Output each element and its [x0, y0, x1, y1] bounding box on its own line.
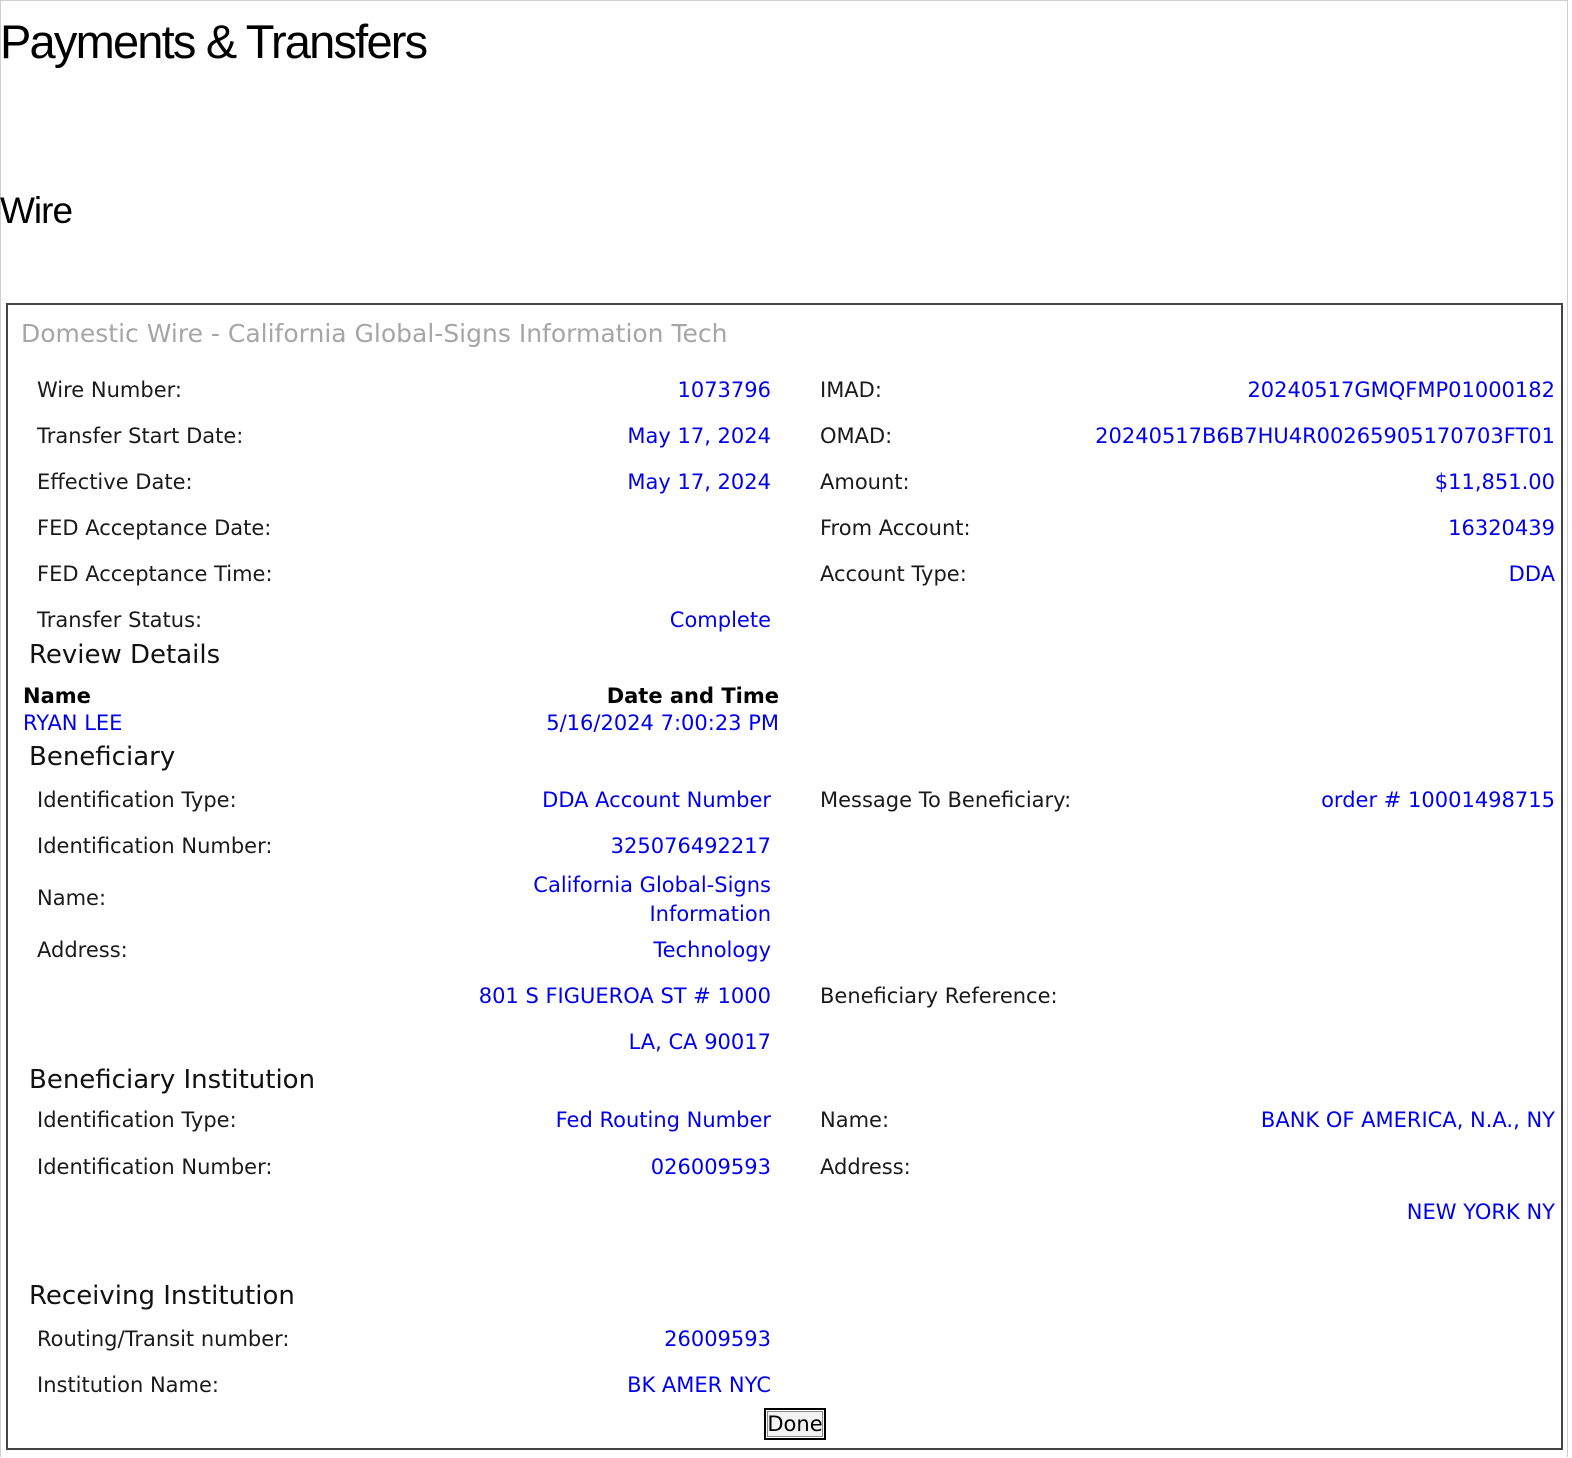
amount-value: $11,851.00 [1434, 470, 1555, 494]
wire-details-panel [6, 303, 1563, 1450]
bi-id-type-value: Fed Routing Number [555, 1108, 771, 1132]
effective-date-value: May 17, 2024 [627, 470, 771, 494]
beneficiary-name-line1: California Global-Signs [533, 873, 771, 897]
account-type-label: Account Type: [820, 562, 967, 586]
imad-label: IMAD: [820, 378, 882, 402]
review-row-name: RYAN LEE [23, 711, 123, 735]
bi-name-label: Name: [820, 1108, 890, 1132]
routing-number-label: Routing/Transit number: [37, 1327, 290, 1351]
routing-number-value: 26009593 [664, 1327, 771, 1351]
review-col-name: Name [23, 684, 91, 708]
beneficiary-heading: Beneficiary [29, 742, 176, 772]
from-account-label: From Account: [820, 516, 971, 540]
done-button[interactable]: Done [764, 1408, 826, 1440]
transfer-start-date-label: Transfer Start Date: [37, 424, 244, 448]
beneficiary-name-label: Name: [37, 886, 107, 910]
beneficiary-id-type-value: DDA Account Number [542, 788, 771, 812]
message-to-beneficiary-label: Message To Beneficiary: [820, 788, 1072, 812]
bi-address-label: Address: [820, 1155, 911, 1179]
institution-name-label: Institution Name: [37, 1373, 219, 1397]
omad-value: 20240517B6B7HU4R00265905170703FT01 [1095, 424, 1555, 448]
from-account-value: 16320439 [1448, 516, 1555, 540]
section-title: Wire [0, 190, 73, 231]
amount-label: Amount: [820, 470, 910, 494]
bi-address-line1: NEW YORK NY [1406, 1200, 1555, 1224]
beneficiary-institution-heading: Beneficiary Institution [29, 1065, 316, 1095]
receiving-institution-heading: Receiving Institution [29, 1281, 295, 1311]
beneficiary-reference-label: Beneficiary Reference: [820, 984, 1058, 1008]
page-title: Payments & Transfers [0, 15, 427, 68]
review-col-datetime: Date and Time [606, 684, 779, 708]
bi-id-number-label: Identification Number: [37, 1155, 273, 1179]
transfer-start-date-value: May 17, 2024 [627, 424, 771, 448]
transfer-status-value: Complete [669, 608, 771, 632]
beneficiary-name-line2: Information [649, 902, 771, 926]
beneficiary-address-label: Address: [37, 938, 128, 962]
beneficiary-id-number-value: 325076492217 [610, 834, 771, 858]
imad-value: 20240517GMQFMP01000182 [1247, 378, 1555, 402]
message-to-beneficiary-value: order # 10001498715 [1321, 788, 1555, 812]
panel-title: Domestic Wire - California Global-Signs Information Tech [21, 319, 728, 348]
effective-date-label: Effective Date: [37, 470, 193, 494]
fed-acceptance-date-label: FED Acceptance Date: [37, 516, 272, 540]
wire-number-value: 1073796 [677, 378, 771, 402]
review-details-heading: Review Details [29, 640, 221, 670]
fed-acceptance-time-label: FED Acceptance Time: [37, 562, 273, 586]
bi-id-type-label: Identification Type: [37, 1108, 237, 1132]
beneficiary-address-line1: Technology [653, 938, 771, 962]
review-row-datetime: 5/16/2024 7:00:23 PM [546, 711, 779, 735]
omad-label: OMAD: [820, 424, 893, 448]
wire-number-label: Wire Number: [37, 378, 182, 402]
bi-id-number-value: 026009593 [650, 1155, 771, 1179]
beneficiary-address-line3: LA, CA 90017 [628, 1030, 771, 1054]
beneficiary-id-number-label: Identification Number: [37, 834, 273, 858]
bi-name-value: BANK OF AMERICA, N.A., NY [1260, 1108, 1555, 1132]
beneficiary-id-type-label: Identification Type: [37, 788, 237, 812]
account-type-value: DDA [1508, 562, 1555, 586]
beneficiary-address-line2: 801 S FIGUEROA ST # 1000 [478, 984, 771, 1008]
transfer-status-label: Transfer Status: [37, 608, 203, 632]
institution-name-value: BK AMER NYC [627, 1373, 771, 1397]
